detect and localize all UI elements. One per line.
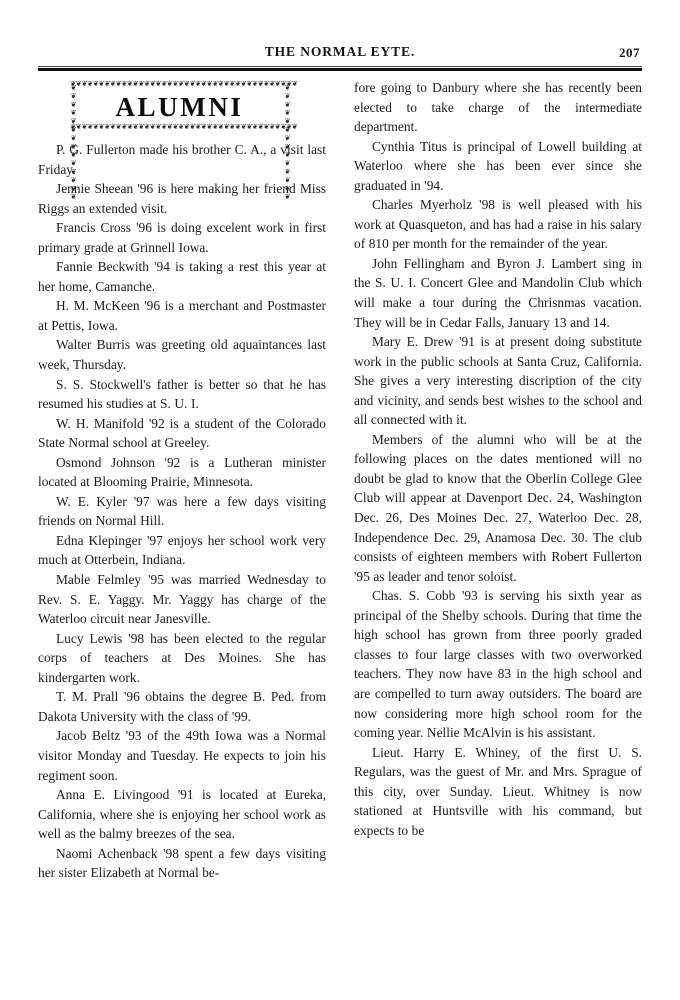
body-columns [38, 78, 642, 978]
alumni-note: Jacob Beltz '93 of the 49th Iowa was a Normal visitor Monday and Tuesday. He expects to join his regiment soon. [38, 728, 326, 783]
alumni-note: Anna E. Livingood '91 is located at Eureka, California, where she is enjoying her school work as well as the balmy breezes of the sea. [38, 787, 326, 842]
alumni-note: Lucy Lewis '98 has been elected to the regular corps of teachers at Des Moines. She has kindergarten work. [38, 630, 326, 685]
alumni-note: Members of the alumni who will be at the following places on the dates mentioned will no doubt be glad to know that the Oberlin College Glee Club will appear at Davenport Dec. 24, Washington Dec. 26, Des Moines Dec. 27, Waterloo Dec. 28, Independence Dec. 29, Anamosa Dec. 30. The club consists of eighteen members with Robert Fullerton '95 as leader and tenor soloist. [354, 431, 642, 584]
alumni-note: W. E. Kyler '97 was here a few days visiting friends on Normal Hill. [38, 493, 326, 529]
alumni-note: W. H. Manifold '92 is a student of the Colorado State Normal school at Greeley. [38, 415, 326, 451]
alumni-note: Charles Myerholz '98 is well pleased with his work at Quasqueton, and has had a raise in his salary of 810 per month for the remainder of the year. [354, 197, 642, 252]
journal-title: THE NORMAL EYTE. [264, 44, 416, 59]
column-right [354, 78, 642, 978]
alumni-note: P. G. Fullerton made his brother C. A., a visit last Friday. [38, 142, 326, 177]
alumni-note: Naomi Achenback '98 spent a few days visiting her sister Elizabeth at Normal be- [38, 845, 326, 881]
alumni-heading-label: ALUMNI [115, 92, 244, 122]
alumni-note: Lieut. Harry E. Whiney, of the first U. S. Regulars, was the guest of Mr. and Mrs. Sprague of this city, over Sunday. Lieut. Whitney is now stationed at Huntsville with his command, but expects to be [354, 744, 642, 838]
alumni-note: Osmond Johnson '92 is a Lutheran minister located at Blooming Prairie, Minnesota. [38, 454, 326, 490]
ornament-top-icon: ❦❦❦❦❦❦❦❦❦❦❦❦❦❦❦❦❦❦❦❦❦❦❦❦❦❦❦❦❦❦❦❦❦❦❦❦❦❦❦❦ [70, 79, 298, 88]
ornament-right-icon: ❦❦❦❦❦❦❦❦❦❦❦❦❦❦ [283, 83, 292, 201]
alumni-note: Mable Felmley '95 was married Wednesday to Rev. S. E. Yaggy. Mr. Yaggy has charge of the Waterloo circuit near Janesville. [38, 572, 326, 627]
alumni-note: Francis Cross '96 is doing excelent work in first primary grade at Grinnell Iowa. [38, 220, 326, 255]
header-double-rule [38, 66, 642, 71]
rule-thick-line [38, 68, 642, 71]
right-column-articles [354, 78, 642, 840]
alumni-note: Walter Burris was greeting old aquaintances last week, Thursday. [38, 337, 326, 373]
alumni-note: John Fellingham and Byron J. Lambert sing in the S. U. I. Concert Glee and Mandolin Club which will make a tour during the Chrisnmas vacation. They will be in Cedar Falls, January 13 and 14. [354, 255, 642, 330]
alumni-note: Edna Klepinger '97 enjoys her school work very much at Otterbein, Indiana. [38, 532, 326, 568]
alumni-note: Chas. S. Cobb '93 is serving his sixth year as principal of the Shelby schools. During that time the high school has grown from three poorly graded classes to four large classes with two overworked teachers. They now have 83 in the high school and are compelled to turn away outsiders. The board are now considering more high school room for the coming year. Nellie McAlvin is his assistant. [354, 588, 642, 741]
column-left [38, 78, 326, 978]
left-column-articles [38, 140, 326, 883]
alumni-note: fore going to Danbury where she has recently been elected to take charge of the intermediate department. [354, 80, 642, 135]
alumni-note: Mary E. Drew '91 is at present doing substitute work in the public schools at Santa Cruz, California. She gives a very interesting discription of the city and vicinity, and sends best wishes to the school and all connected with it. [354, 334, 642, 428]
ornament-left-icon: ❦❦❦❦❦❦❦❦❦❦❦❦❦❦ [69, 83, 78, 201]
alumni-note: Jennie Sheean '96 is here making her friend Miss Riggs an extended visit. [38, 181, 326, 216]
alumni-note: H. M. McKeen '96 is a merchant and Postmaster at Pettis, Iowa. [38, 298, 326, 333]
alumni-note: Cynthia Titus is principal of Lowell building at Waterloo where she has been ever since she graduated in '94. [354, 138, 642, 193]
rule-thin-line [38, 66, 642, 67]
running-head [38, 44, 642, 64]
alumni-note: S. S. Stockwell's father is better so that he has resumed his studies at S. U. I. [38, 376, 326, 412]
ornament-bottom-icon: ❦❦❦❦❦❦❦❦❦❦❦❦❦❦❦❦❦❦❦❦❦❦❦❦❦❦❦❦❦❦❦❦❦❦❦❦❦❦❦❦ [70, 122, 298, 131]
alumni-note: Fannie Beckwith '94 is taking a rest this year at her home, Camanche. [38, 259, 326, 294]
page-number: 207 [619, 45, 640, 60]
alumni-note: T. M. Prall '96 obtains the degree B. Ped. from Dakota University with the class of '99. [38, 689, 326, 724]
